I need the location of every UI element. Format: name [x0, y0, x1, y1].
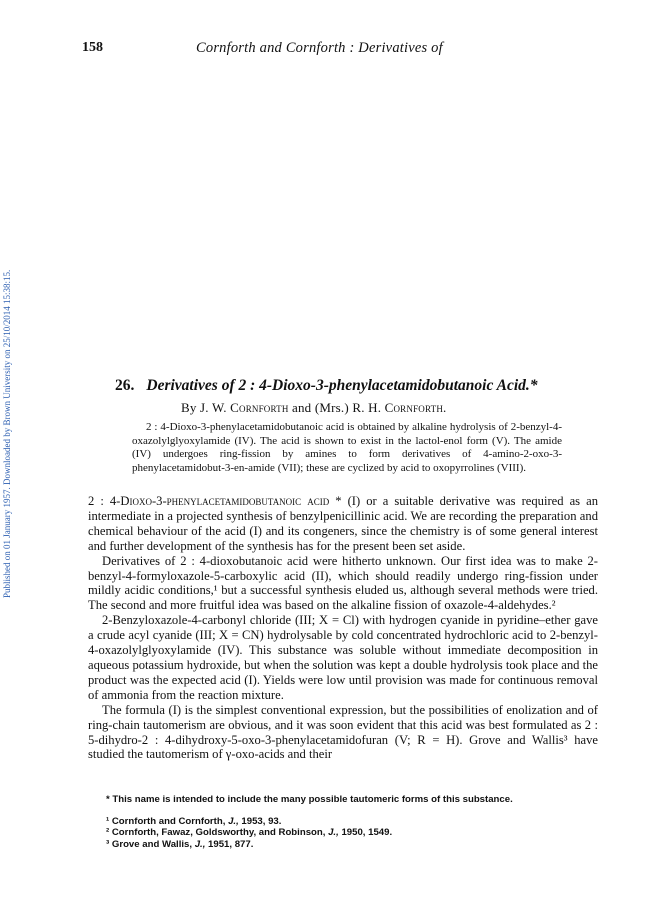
- body-text: [88, 494, 598, 762]
- paragraph-4: The formula (I) is the simplest conventional expression, but the possibilities of enolization and of ring-chain tautomerism are obvious, and it was soon evident that this acid was best formulated as 2 : 5-dihydro-2 : 4-dihydroxy-5-oxo-3-phenylacetamidofuran (V; R = H). Grove and Wallis³ have studied the tautomerism of γ-oxo-acids and their: [88, 702, 598, 762]
- footnotes: [106, 794, 576, 850]
- reference-2: ² Cornforth, Fawaz, Goldsworthy, and Robinson, J., 1950, 1549.: [106, 827, 393, 839]
- paragraph-1-text: * (I) or a suitable derivative was required as an intermediate in a projected synthesis of benzylpenicillinic acid. We are recording the preparation and chemical behaviour of the acid (I) and its congeners, since the chemistry is of some general interest and further development of the synthesis has for the present been set aside.: [88, 494, 599, 553]
- paragraph-3: 2-Benzyloxazole-4-carbonyl chloride (III; X = Cl) with hydrogen cyanide in pyridine–ether gave a crude acyl cyanide (III; X = CN) hydrolysable by cold concentrated hydrochloric acid to 2-benzyl-4-oxazolylglyoxylamide (IV). This substance was soluble without immediate decomposition in aqueous potassium hydroxide, but when the solution was kept a double hydrolysis took place and the product was the expected acid (I). Yields were low until provision was made for continuous removal of ammonia from the reaction mixture.: [88, 613, 598, 702]
- paragraph-1: [88, 494, 598, 554]
- download-watermark: [2, 158, 14, 598]
- abstract-text: 2 : 4-Dioxo-3-phenylacetamidobutanoic acid is obtained by alkaline hydrolysis of 2-benzyl-4-oxazolylglyoxylamide (IV). The acid is shown to exist in the lactol-enol form (V). The amide (IV) undergoes ring-fission by amines to form derivatives of 4-amino-2-oxo-3-phenylacetamidobut-3-en-amide (VII); these are cyclized by acid to oxopyrrolines (VIII).: [132, 421, 562, 475]
- paragraph-1-lead: 2 : 4-Dioxo-3-phenylacetamidobutanoic acid: [88, 494, 330, 508]
- byline: [181, 400, 447, 416]
- page-header: [0, 40, 672, 60]
- download-watermark-text: Published on 01 January 1957. Downloaded by Brown University on 25/10/2014 15:38:15.: [2, 269, 12, 598]
- reference-3: ³ Grove and Wallis, J., 1951, 877.: [106, 838, 254, 850]
- author-1: Cornforth: [230, 400, 289, 415]
- byline-by: By J. W.: [181, 400, 227, 415]
- page-number: 158: [82, 40, 103, 55]
- article-number: 26.: [115, 377, 135, 394]
- paragraph-2: Derivatives of 2 : 4-dioxobutanoic acid were hitherto unknown. Our first idea was to make 2-benzyl-4-formyloxazole-5-carboxylic acid (II), which should readily undergo ring-fission under mildly acidic conditions,¹ but a successful synthesis eluded us, although several methods were tried. The second and more fruitful idea was based on the alkaline fission of oxazole-4-aldehydes.²: [88, 553, 598, 613]
- reference-1: ¹ Cornforth and Cornforth, J., 1953, 93.: [106, 815, 282, 827]
- article-title: [115, 377, 538, 395]
- author-2: Cornforth.: [384, 400, 447, 415]
- byline-and: and (Mrs.) R. H.: [292, 400, 382, 415]
- abstract: [132, 421, 562, 476]
- article-title-text: Derivatives of 2 : 4-Dioxo-3-phenylacetamidobutanoic Acid.*: [146, 377, 538, 394]
- running-head: Cornforth and Cornforth : Derivatives of: [196, 40, 443, 56]
- footnote-star: * This name is intended to include the many possible tautomeric forms of this substance.: [106, 794, 513, 805]
